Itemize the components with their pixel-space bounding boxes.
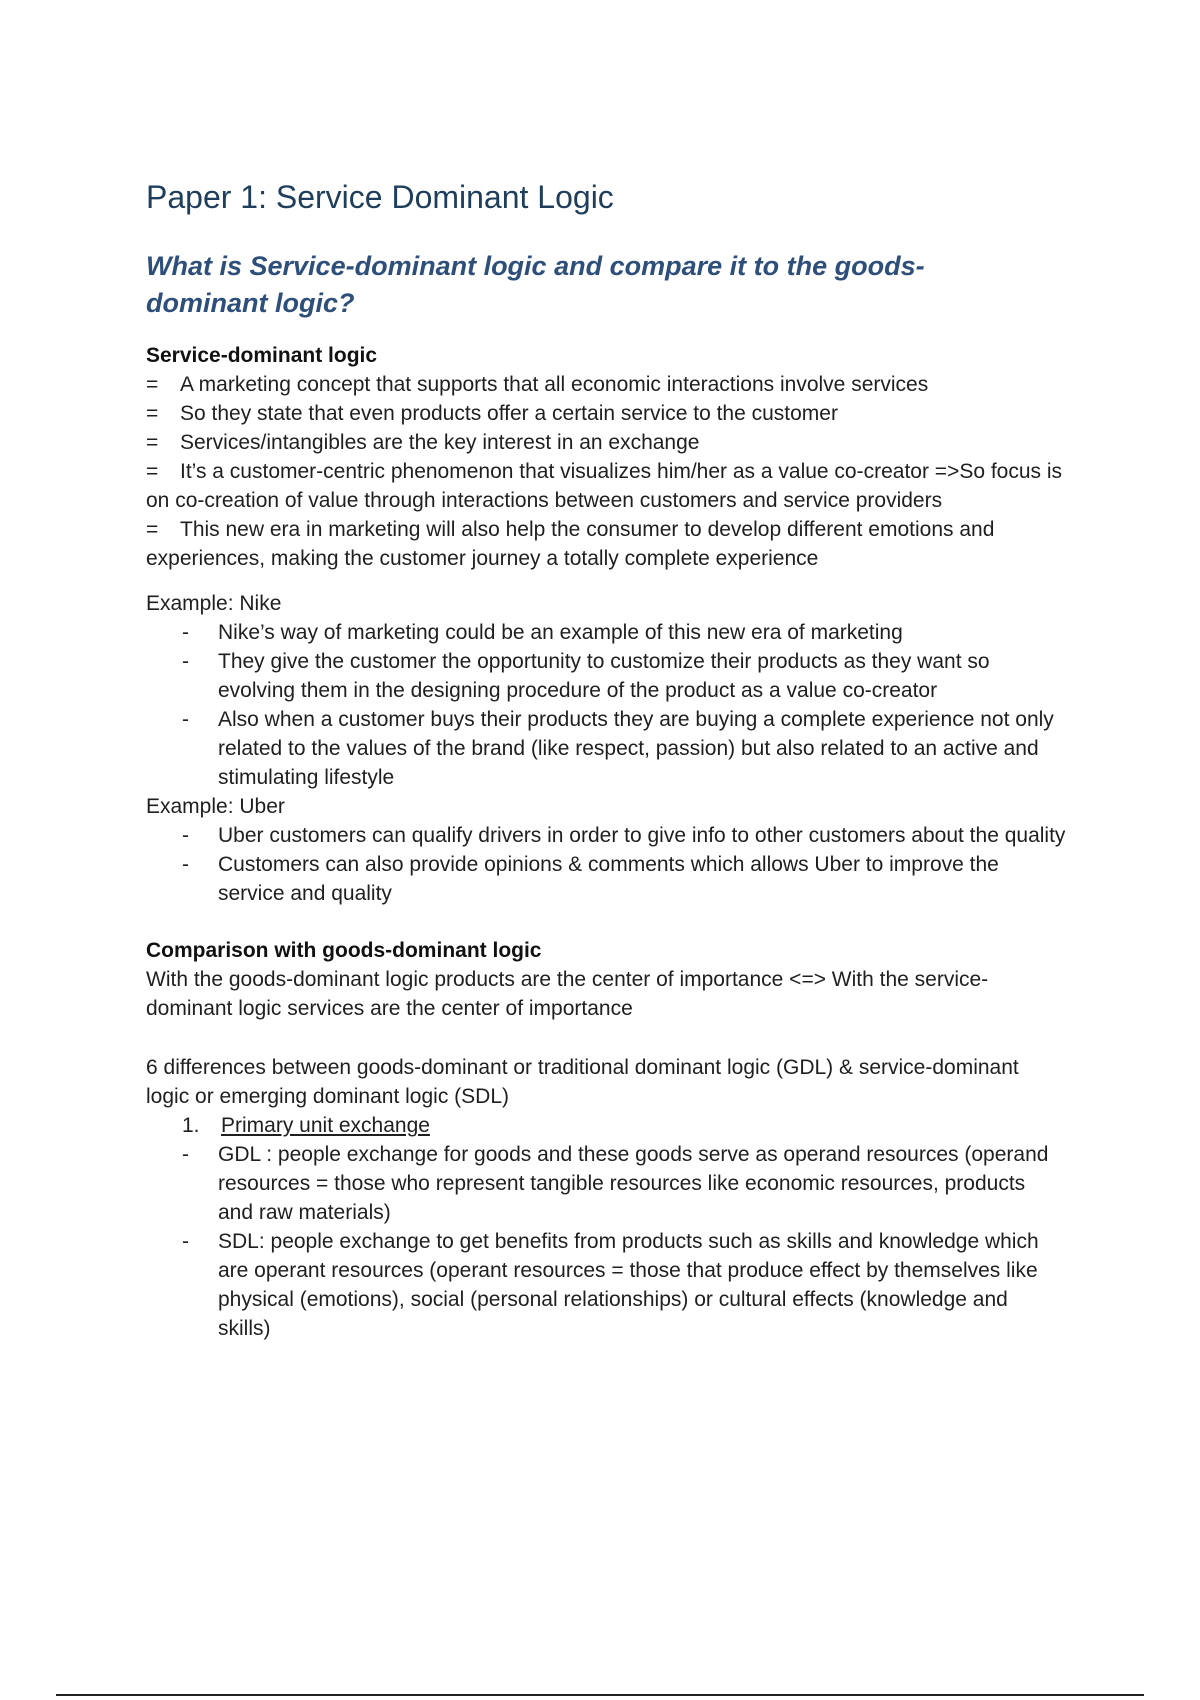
sdl-point: = This new era in marketing will also help the consumer to develop different emotions and experiences, making the customer journey a totally complete experience bbox=[146, 515, 1066, 573]
sdl-point: = Services/intangibles are the key interest in an exchange bbox=[146, 428, 1066, 457]
example-label-nike: Example: Nike bbox=[146, 592, 282, 616]
list-item: - GDL : people exchange for goods and these goods serve as operand resources (operand resources = those who represent tangible resources like economic resources, products and raw materials) bbox=[182, 1143, 1049, 1225]
page-title: Paper 1: Service Dominant Logic bbox=[146, 179, 614, 215]
equals-bullet: = bbox=[146, 518, 159, 542]
numbered-item-title: Primary unit exchange bbox=[221, 1114, 430, 1138]
equals-bullet: = bbox=[146, 460, 159, 484]
list-item: - Uber customers can qualify drivers in order to give info to other customers about the quality bbox=[182, 824, 1066, 848]
list-item: - Also when a customer buys their products they are buying a complete experience not only related to the values of the brand (like respect, passion) but also related to an active and stimulating lifestyle bbox=[182, 708, 1054, 790]
example-label-uber: Example: Uber bbox=[146, 795, 285, 819]
equals-bullet: = bbox=[146, 431, 159, 455]
nike-example-list bbox=[146, 618, 1066, 792]
document-content bbox=[146, 178, 1066, 1343]
list-item: - Customers can also provide opinions & comments which allows Uber to improve the service and quality bbox=[182, 853, 999, 906]
list-item: - Nike’s way of marketing could be an example of this new era of marketing bbox=[182, 621, 903, 645]
sdl-point: = So they state that even products offer a certain service to the customer bbox=[146, 399, 1066, 428]
numbered-item: 1. Primary unit exchange bbox=[182, 1114, 430, 1138]
footer-divider bbox=[56, 1694, 1144, 1696]
equals-bullet: = bbox=[146, 402, 159, 426]
sdl-point: = It’s a customer-centric phenomenon that visualizes him/her as a value co-creator =>So focus is on co-creation of value through interactions between customers and service providers bbox=[146, 457, 1066, 515]
sdl-heading: Service-dominant logic bbox=[146, 344, 378, 368]
sdl-point: = A marketing concept that supports that all economic interactions involve services bbox=[146, 370, 1066, 399]
primary-unit-exchange-list bbox=[146, 1140, 1066, 1343]
comparison-heading: Comparison with goods-dominant logic bbox=[146, 939, 542, 963]
comparison-text: With the goods-dominant logic products are the center of importance <=> With the service-dominant logic services are the center of importance bbox=[146, 968, 989, 1021]
list-item: - SDL: people exchange to get benefits from products such as skills and knowledge which are operant resources (operant resources = those that produce effect by themselves like physical (emotions), social (personal relationships) or cultural effects (knowledge and skills) bbox=[182, 1230, 1039, 1341]
uber-example-list bbox=[146, 821, 1066, 908]
question-heading: What is Service-dominant logic and compare it to the goods-dominant logic? bbox=[146, 251, 925, 318]
differences-intro: 6 differences between goods-dominant or traditional dominant logic (GDL) & service-dominant logic or emerging dominant logic (SDL) bbox=[146, 1056, 1019, 1109]
list-item: - They give the customer the opportunity to customize their products as they want so evolving them in the designing procedure of the product as a value co-creator bbox=[182, 650, 990, 703]
equals-bullet: = bbox=[146, 373, 159, 397]
